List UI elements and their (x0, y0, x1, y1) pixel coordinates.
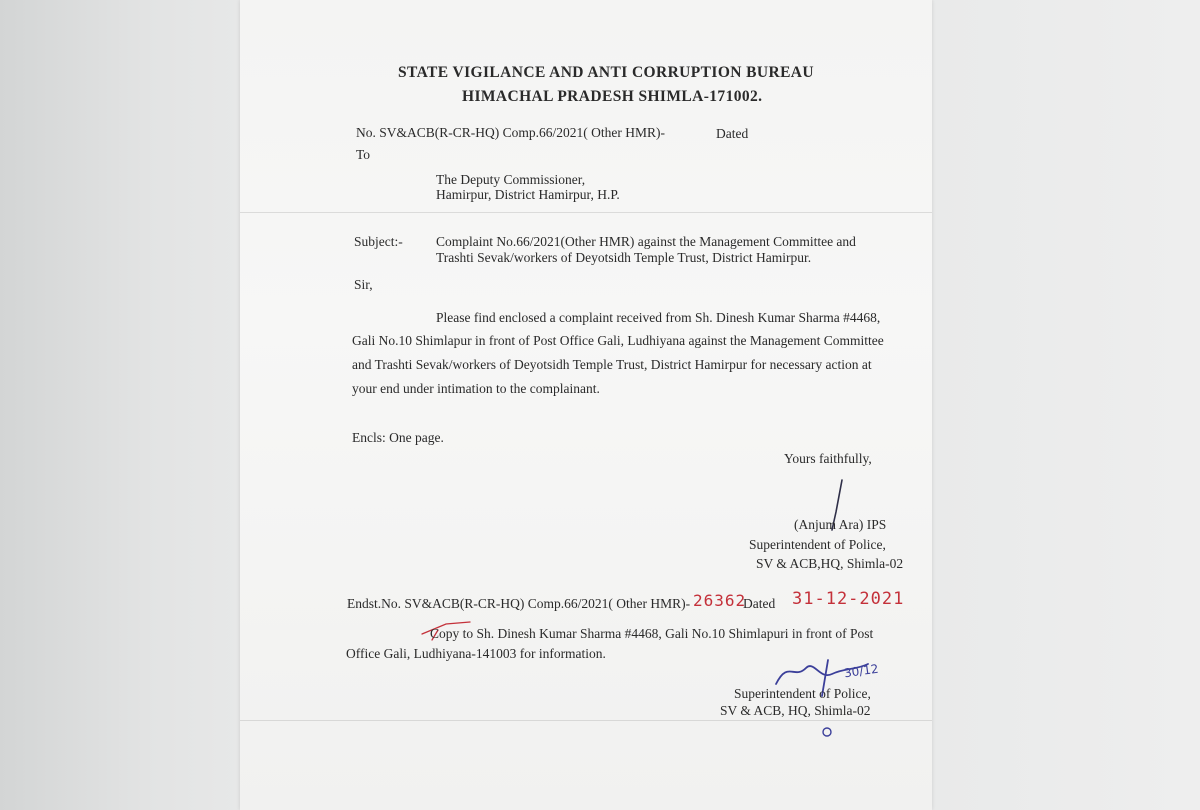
reference-number: No. SV&ACB(R-CR-HQ) Comp.66/2021( Other HMR)- (356, 125, 665, 140)
salutation: Sir, (354, 277, 373, 292)
signatory-name: (Anjum Ara) IPS (794, 517, 887, 532)
subject-line-2: Trashti Sevak/workers of Deyotsidh Temple Trust, District Hamirpur. (436, 250, 812, 265)
header-line-1: STATE VIGILANCE AND ANTI CORRUPTION BUREAU (398, 64, 814, 81)
body-line-4: your end under intimation to the complainant. (352, 381, 600, 396)
footer-signatory-office: SV & ACB, HQ, Shimla-02 (720, 703, 871, 718)
handwritten-sign-date: 30/12 (843, 661, 880, 681)
paper-fold-line (240, 212, 932, 213)
body-line-2: Gali No.10 Shimlapur in front of Post Office Gali, Ludhiyana against the Management Committee (352, 333, 884, 348)
copy-line-1: Copy to Sh. Dinesh Kumar Sharma #4468, Gali No.10 Shimlapuri in front of Post (430, 626, 874, 641)
header-line-2: HIMACHAL PRADESH SHIMLA-171002. (462, 88, 763, 105)
signatory-office: SV & ACB,HQ, Shimla-02 (756, 556, 904, 571)
subject-label: Subject:- (354, 234, 403, 249)
dated-label: Dated (716, 126, 749, 141)
handwritten-dispatch-number: 26362 (693, 591, 747, 610)
footer-signatory-title: Superintendent of Police, (734, 686, 871, 701)
body-line-3: and Trashti Sevak/workers of Deyotsidh Temple Trust, District Hamirpur for necessary action at (352, 357, 872, 372)
endorsement-number: Endst.No. SV&ACB(R-CR-HQ) Comp.66/2021( Other HMR)- (347, 596, 691, 611)
endorsement-dated-label: Dated (743, 596, 776, 611)
background-right (930, 0, 1200, 810)
handwritten-date: 31-12-2021 (792, 589, 905, 609)
copy-line-2: Office Gali, Ludhiyana-141003 for information. (346, 646, 606, 661)
letter-page (240, 0, 932, 810)
subject-line-1: Complaint No.66/2021(Other HMR) against the Management Committee and (436, 234, 856, 249)
background-left (0, 0, 240, 810)
body-line-1: Please find enclosed a complaint received from Sh. Dinesh Kumar Sharma #4468, (436, 310, 881, 325)
paper-fold-line (240, 720, 932, 721)
addressee-line-2: Hamirpur, District Hamirpur, H.P. (436, 187, 620, 202)
closing: Yours faithfully, (784, 451, 872, 466)
to-label: To (356, 147, 371, 162)
addressee-line-1: The Deputy Commissioner, (436, 172, 586, 187)
enclosure-note: Encls: One page. (352, 430, 444, 445)
signatory-title: Superintendent of Police, (749, 537, 886, 552)
